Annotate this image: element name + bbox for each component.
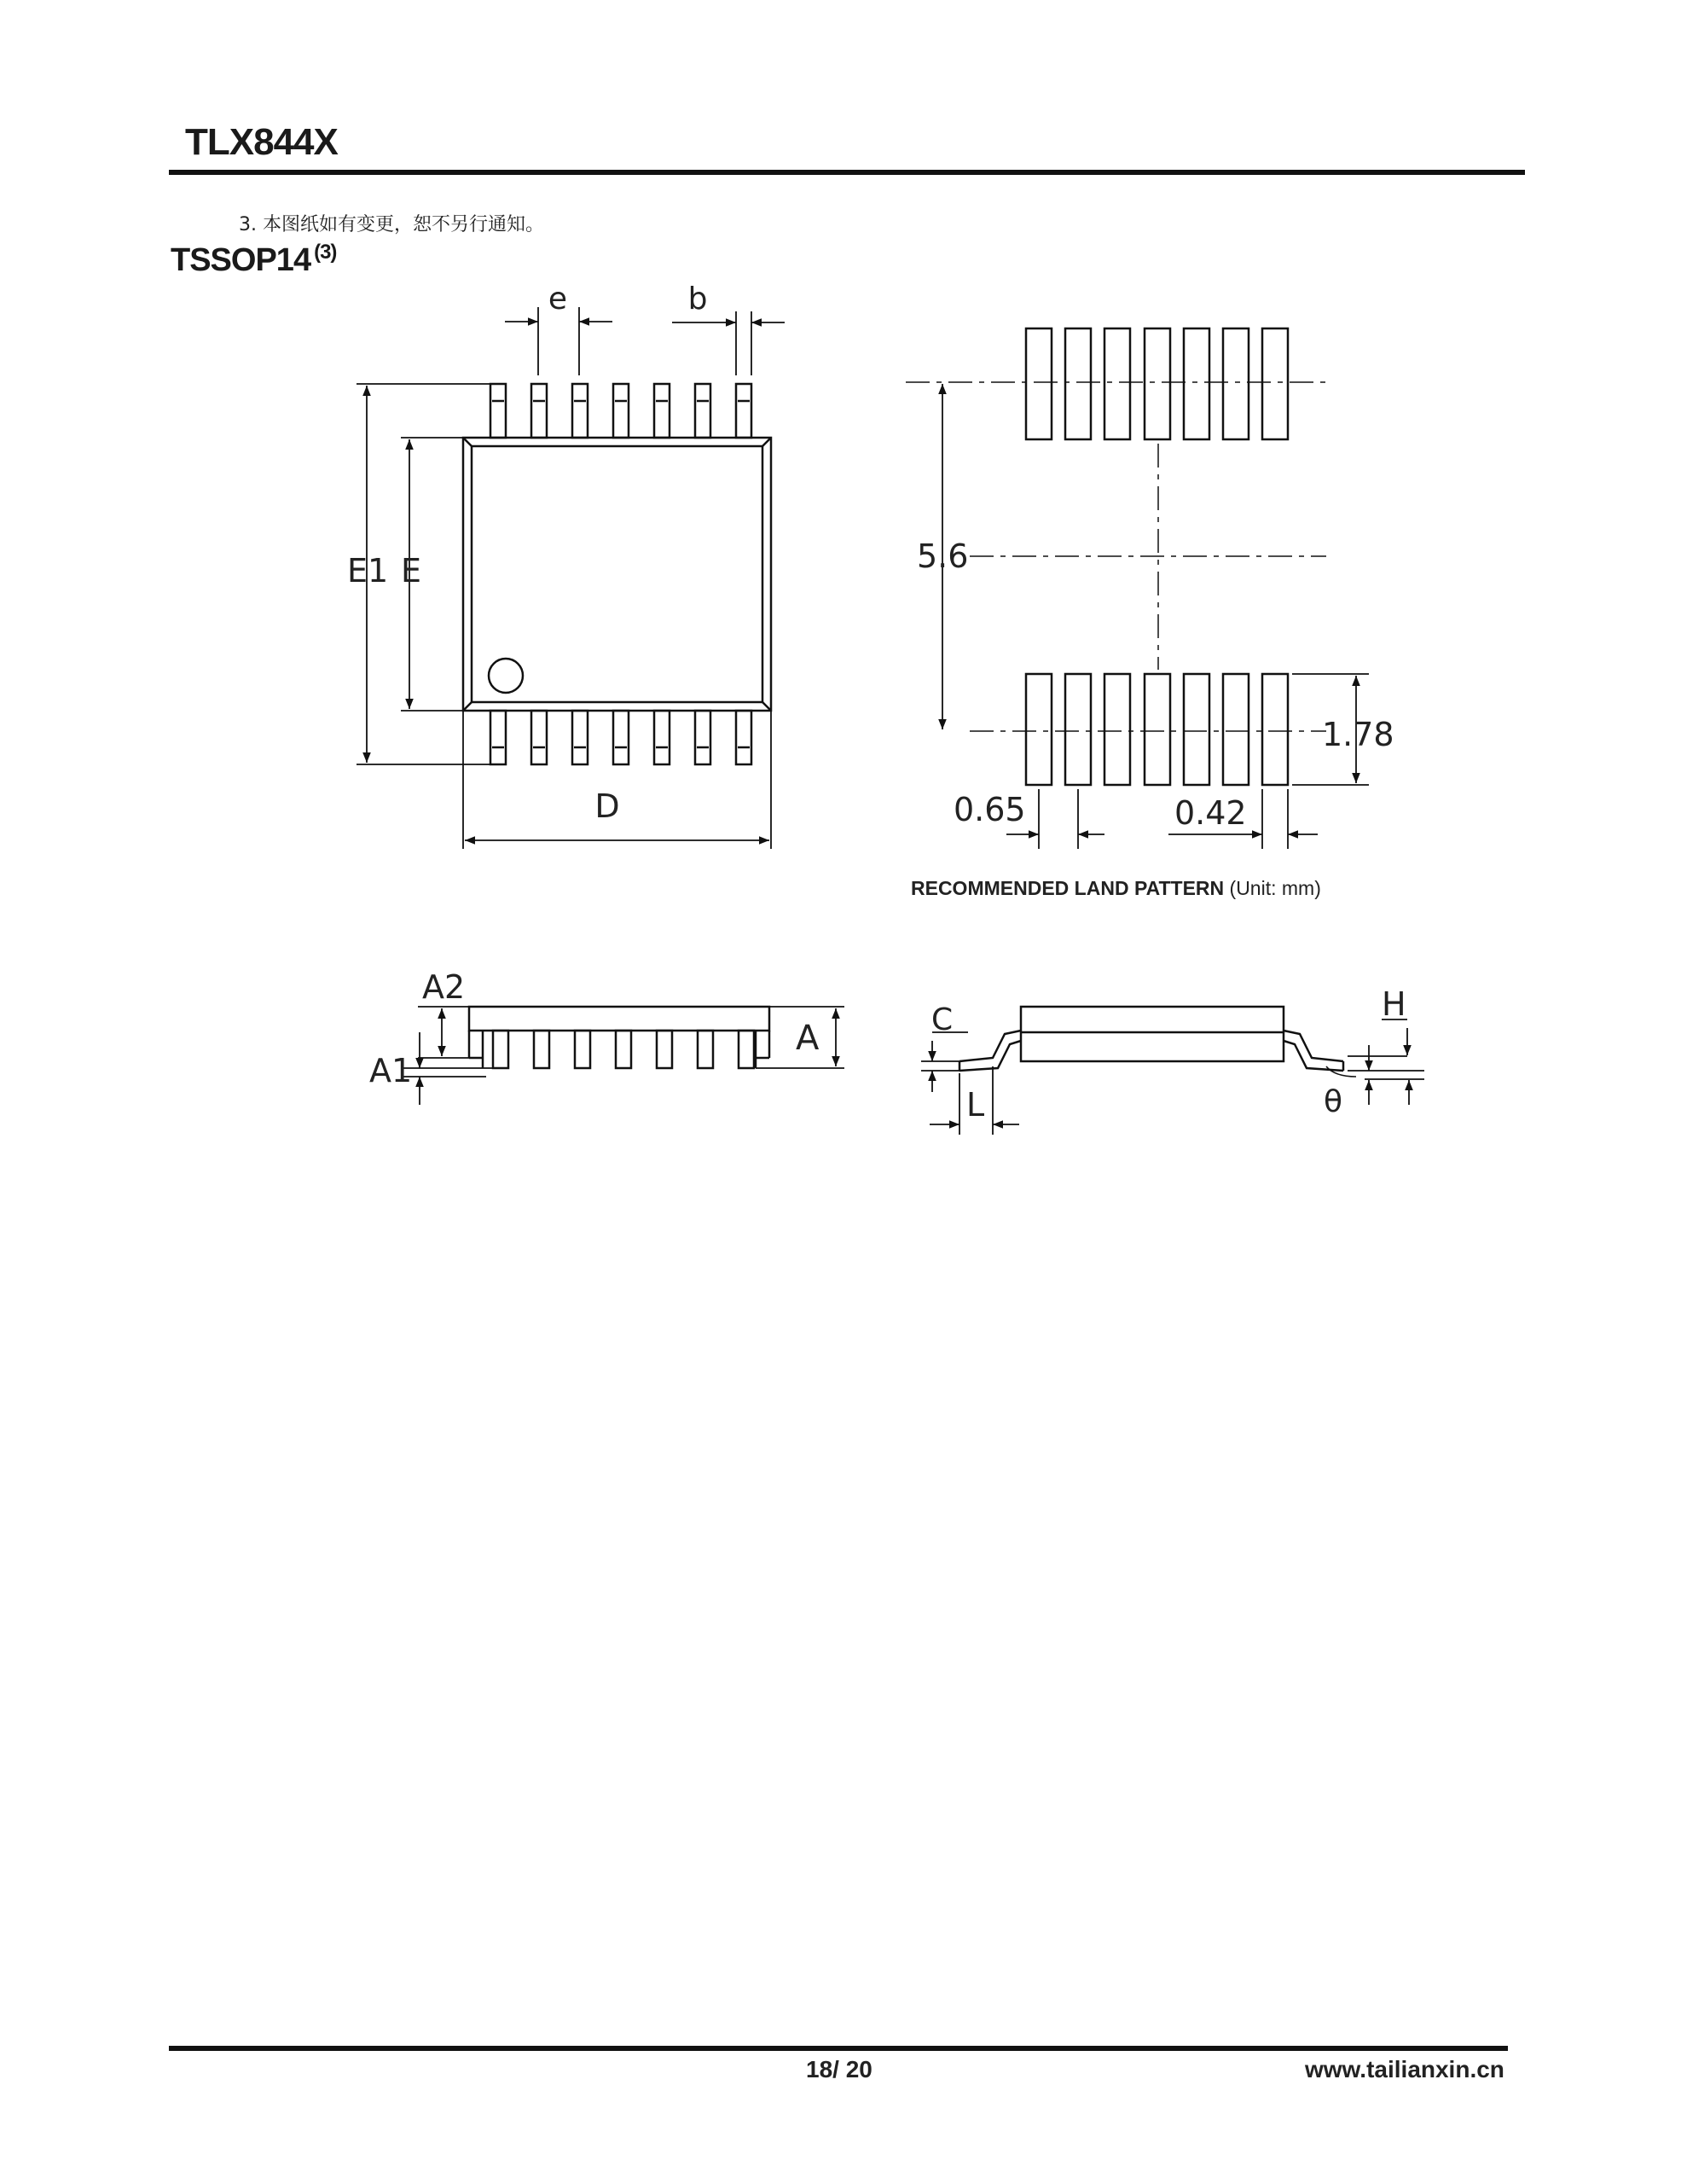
- top-pins: [490, 384, 751, 438]
- label-A1: A1: [369, 1052, 413, 1089]
- label-e: e: [548, 282, 568, 317]
- label-L: L: [966, 1086, 985, 1124]
- label-1-78: 1.78: [1322, 716, 1394, 753]
- label-D: D: [594, 787, 620, 825]
- page-number: 18/ 20: [806, 2056, 872, 2082]
- side-leads: [493, 1031, 754, 1068]
- label-E: E: [401, 552, 422, 590]
- land-pads-top: [1026, 328, 1288, 439]
- change-notice: 3. 本图纸如有变更，恕不另行通知。: [239, 214, 544, 235]
- label-5-6: 5.6: [917, 537, 969, 575]
- label-A2: A2: [422, 968, 466, 1006]
- land-pattern: [906, 328, 1369, 849]
- land-pattern-caption: [911, 877, 1321, 900]
- label-E1: E1: [347, 552, 389, 590]
- label-b: b: [687, 282, 708, 317]
- bottom-pins: [490, 711, 751, 764]
- package-name: TSSOP14: [171, 242, 311, 278]
- label-H: H: [1382, 985, 1406, 1023]
- side-view: [401, 1007, 844, 1105]
- website-url: www.tailianxin.cn: [1305, 2056, 1504, 2082]
- label-A: A: [796, 1019, 820, 1058]
- label-0-65: 0.65: [954, 791, 1026, 828]
- land-pads-bottom: [1026, 674, 1288, 785]
- caption-title: RECOMMENDED LAND PATTERN: [911, 877, 1225, 899]
- caption-unit: (Unit: mm): [1229, 877, 1321, 899]
- label-theta: θ: [1324, 1084, 1343, 1119]
- document-title: TLX844X: [185, 121, 338, 163]
- footer-rule: [169, 2046, 1508, 2051]
- footnote-marker: (3): [314, 241, 337, 264]
- label-0-42: 0.42: [1174, 794, 1247, 832]
- lead-detail-view: [921, 1007, 1424, 1135]
- label-C: C: [931, 1002, 954, 1037]
